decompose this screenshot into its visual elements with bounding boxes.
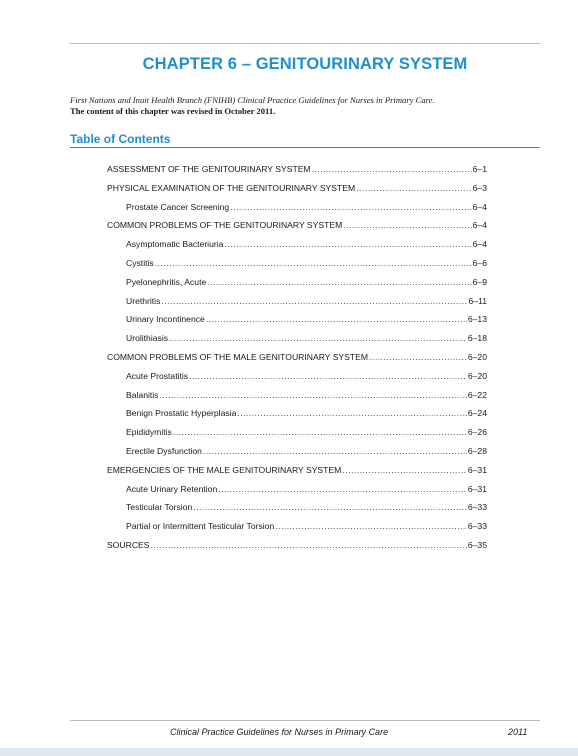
toc-entry-label: EMERGENCIES OF THE MALE GENITOURINARY SYSTEM xyxy=(107,464,342,475)
toc-entry-label: Partial or Intermittent Testicular Torsion xyxy=(126,521,275,532)
header-rule xyxy=(70,43,540,44)
toc-entry-page: 6–20 xyxy=(467,351,487,362)
toc-entry-page: 6–33 xyxy=(467,521,487,532)
toc-entry-label: SOURCES xyxy=(107,539,150,550)
toc-entry[interactable] xyxy=(107,294,487,313)
toc-entry[interactable] xyxy=(107,162,487,181)
toc-entry[interactable] xyxy=(107,237,487,256)
toc-dot-leader xyxy=(218,482,467,496)
toc-entry-label: Testicular Torsion xyxy=(126,502,193,513)
toc-entry-page: 6–26 xyxy=(467,427,487,438)
intro-revision-line: The content of this chapter was revised in October 2011. xyxy=(70,106,276,116)
toc-entry-label: ASSESSMENT OF THE GENITOURINARY SYSTEM xyxy=(107,164,311,174)
toc-entry[interactable] xyxy=(107,256,487,275)
toc-entry[interactable] xyxy=(107,388,487,407)
toc-dot-leader xyxy=(189,369,467,383)
toc-entry[interactable] xyxy=(107,369,487,388)
chapter-title: CHAPTER 6 – GENITOURINARY SYSTEM xyxy=(142,55,468,73)
toc-entry-label: Acute Urinary Retention xyxy=(126,483,218,494)
toc-entry[interactable] xyxy=(107,425,487,444)
toc-entry-page: 6–33 xyxy=(467,502,487,513)
toc-dot-leader xyxy=(161,294,467,308)
toc-dot-leader xyxy=(343,218,471,232)
toc-dot-leader xyxy=(237,406,467,420)
toc-dot-leader xyxy=(206,312,467,326)
toc-dot-leader xyxy=(224,237,471,251)
toc-dot-leader xyxy=(207,275,471,289)
footer-title: Clinical Practice Guidelines for Nurses in Primary Care xyxy=(170,727,389,737)
toc-entry-page: 6–6 xyxy=(472,257,487,268)
toc-entry-page: 6–4 xyxy=(472,239,487,250)
toc-entry-page: 6–31 xyxy=(467,464,487,475)
toc-entry-label: PHYSICAL EXAMINATION OF THE GENITOURINARY SYSTEM xyxy=(107,182,356,193)
toc-entry[interactable] xyxy=(107,463,487,482)
toc-entry[interactable] xyxy=(107,200,487,219)
toc-entry-page: 6–18 xyxy=(467,333,487,344)
toc-entry-label: Acute Prostatitis xyxy=(126,370,189,381)
intro-block xyxy=(70,95,540,117)
table-of-contents xyxy=(107,162,487,557)
toc-entry-label: COMMON PROBLEMS OF THE MALE GENITOURINARY SYSTEM xyxy=(107,351,369,362)
toc-entry-page: 6–11 xyxy=(468,295,487,306)
toc-entry-page: 6–24 xyxy=(467,408,487,419)
toc-dot-leader xyxy=(173,425,467,439)
toc-dot-leader xyxy=(151,538,467,552)
toc-dot-leader xyxy=(203,444,467,458)
toc-entry-label: Prostate Cancer Screening xyxy=(126,201,230,212)
toc-entry-page: 6–13 xyxy=(467,314,487,325)
toc-dot-leader xyxy=(312,162,472,176)
toc-heading-rule xyxy=(70,147,540,148)
toc-dot-leader xyxy=(155,256,472,270)
viewer-bottom-strip xyxy=(0,748,578,756)
toc-entry-label: Cystitis xyxy=(126,257,154,268)
toc-entry[interactable] xyxy=(107,500,487,519)
toc-entry-page: 6–20 xyxy=(467,370,487,381)
toc-entry[interactable] xyxy=(107,275,487,294)
toc-entry-page: 6–3 xyxy=(472,182,487,193)
toc-entry-label: Balanitis xyxy=(126,389,159,400)
toc-entry-page: 6–9 xyxy=(472,276,487,287)
toc-entry[interactable] xyxy=(107,406,487,425)
toc-entry-label: Urethritis xyxy=(126,295,161,306)
toc-entry[interactable] xyxy=(107,312,487,331)
intro-source-line: First Nations and Inuit Health Branch (FNIHB) Clinical Practice Guidelines for Nurses in Primary Care. xyxy=(70,95,435,105)
toc-entry-label: Pyelonephritis, Acute xyxy=(126,276,207,287)
toc-entry[interactable] xyxy=(107,331,487,350)
toc-entry-label: COMMON PROBLEMS OF THE GENITOURINARY SYSTEM xyxy=(107,220,343,231)
footer-rule xyxy=(70,720,540,721)
toc-entry[interactable] xyxy=(107,482,487,501)
toc-entry-page: 6–4 xyxy=(472,220,487,231)
toc-entry-page: 6–28 xyxy=(467,445,487,456)
toc-heading: Table of Contents xyxy=(70,132,171,146)
toc-entry-label: Epididymitis xyxy=(126,427,172,438)
toc-entry[interactable] xyxy=(107,218,487,237)
toc-entry-page: 6–1 xyxy=(472,164,487,174)
toc-entry-page: 6–4 xyxy=(472,201,487,212)
toc-entry-page: 6–22 xyxy=(467,389,487,400)
toc-entry-page: 6–35 xyxy=(467,539,487,550)
toc-dot-leader xyxy=(356,181,472,195)
toc-entry[interactable] xyxy=(107,519,487,538)
toc-entry[interactable] xyxy=(107,350,487,369)
toc-dot-leader xyxy=(342,463,467,477)
toc-entry-label: Erectile Dysfunction xyxy=(126,445,202,456)
toc-dot-leader xyxy=(159,388,466,402)
toc-dot-leader xyxy=(230,200,471,214)
toc-dot-leader xyxy=(193,500,467,514)
toc-entry-label: Asymptomatic Bacteriuria xyxy=(126,239,224,250)
toc-entry-label: Urolithiasis xyxy=(126,333,169,344)
toc-entry[interactable] xyxy=(107,538,487,557)
toc-dot-leader xyxy=(169,331,467,345)
toc-dot-leader xyxy=(275,519,467,533)
toc-dot-leader xyxy=(369,350,467,364)
toc-entry[interactable] xyxy=(107,181,487,200)
toc-entry-label: Urinary Incontinence xyxy=(126,314,205,325)
toc-entry[interactable] xyxy=(107,444,487,463)
toc-entry-page: 6–31 xyxy=(467,483,487,494)
toc-entry-label: Benign Prostatic Hyperplasia xyxy=(126,408,237,419)
footer-year: 2011 xyxy=(508,727,528,737)
